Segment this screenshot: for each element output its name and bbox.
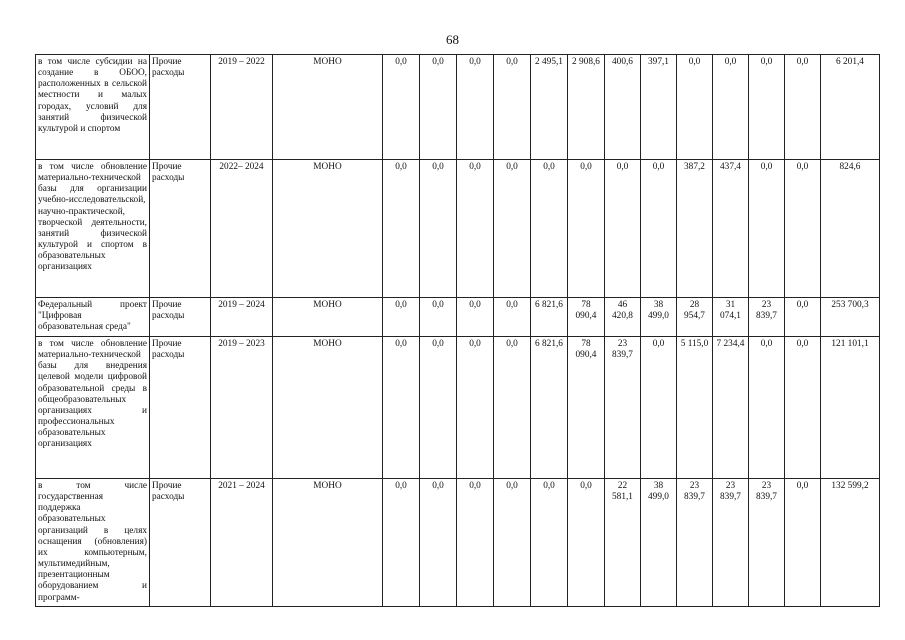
row-value-11: 0,0	[749, 337, 785, 479]
row-value-6: 0,0	[568, 479, 605, 607]
row-value-3: 0,0	[457, 298, 494, 337]
row-total: 824,6	[821, 160, 880, 298]
row-value-9: 23 839,7	[677, 479, 713, 607]
row-description: в том числе субсидии на создание в ОБОО, расположенных в сельской местности и малых городах, условий для занятий физической культурой и спортом	[36, 55, 150, 160]
row-value-10: 437,4	[713, 160, 749, 298]
row-value-12: 0,0	[785, 55, 821, 160]
row-value-3: 0,0	[457, 337, 494, 479]
row-value-11: 0,0	[749, 160, 785, 298]
row-value-9: 0,0	[677, 55, 713, 160]
row-value-6: 0,0	[568, 160, 605, 298]
row-value-5: 2 495,1	[531, 55, 568, 160]
row-value-8: 38 499,0	[641, 479, 677, 607]
row-value-12: 0,0	[785, 160, 821, 298]
row-value-6: 78 090,4	[568, 298, 605, 337]
row-years: 2019 – 2024	[211, 298, 273, 337]
row-years: 2021 – 2024	[211, 479, 273, 607]
row-value-3: 0,0	[457, 479, 494, 607]
row-description: в том числе государственная поддержка образовательных организаций в целях оснащения (обновления) их компьютерным, мультимедийным, презентационным оборудованием и программ-	[36, 479, 150, 607]
row-expense-kind: Прочие расходы	[150, 479, 211, 607]
row-value-10: 7 234,4	[713, 337, 749, 479]
row-expense-kind: Прочие расходы	[150, 337, 211, 479]
row-value-6: 2 908,6	[568, 55, 605, 160]
row-value-1: 0,0	[383, 479, 420, 607]
row-value-1: 0,0	[383, 337, 420, 479]
row-years: 2022– 2024	[211, 160, 273, 298]
table-row	[36, 160, 880, 298]
table-row	[36, 337, 880, 479]
row-value-4: 0,0	[494, 55, 531, 160]
row-executor: МОНО	[273, 479, 383, 607]
row-value-5: 0,0	[531, 160, 568, 298]
row-value-12: 0,0	[785, 479, 821, 607]
row-value-10: 23 839,7	[713, 479, 749, 607]
row-value-4: 0,0	[494, 479, 531, 607]
row-expense-kind: Прочие расходы	[150, 160, 211, 298]
row-value-5: 6 821,6	[531, 298, 568, 337]
row-value-11: 23 839,7	[749, 479, 785, 607]
row-value-10: 31 074,1	[713, 298, 749, 337]
row-value-11: 0,0	[749, 55, 785, 160]
row-value-8: 38 499,0	[641, 298, 677, 337]
row-total: 121 101,1	[821, 337, 880, 479]
row-description: в том числе обновление материально-технической базы для внедрения целевой модели цифровой образовательной среды в общеобразовательных организациях и профессиональных образовательных организациях	[36, 337, 150, 479]
row-value-7: 23 839,7	[605, 337, 641, 479]
row-value-7: 400,6	[605, 55, 641, 160]
row-executor: МОНО	[273, 160, 383, 298]
row-value-10: 0,0	[713, 55, 749, 160]
row-value-4: 0,0	[494, 337, 531, 479]
row-years: 2019 – 2022	[211, 55, 273, 160]
row-description: Федеральный проект "Цифровая образовательная среда"	[36, 298, 150, 337]
table-body	[36, 55, 880, 607]
row-value-3: 0,0	[457, 55, 494, 160]
row-value-9: 28 954,7	[677, 298, 713, 337]
row-value-2: 0,0	[420, 479, 457, 607]
budget-table	[35, 54, 880, 607]
row-value-8: 0,0	[641, 160, 677, 298]
row-value-8: 0,0	[641, 337, 677, 479]
row-value-1: 0,0	[383, 160, 420, 298]
page-number: 68	[446, 32, 459, 47]
row-value-2: 0,0	[420, 298, 457, 337]
row-value-2: 0,0	[420, 160, 457, 298]
row-executor: МОНО	[273, 55, 383, 160]
row-value-7: 46 420,8	[605, 298, 641, 337]
row-years: 2019 – 2023	[211, 337, 273, 479]
table-row	[36, 55, 880, 160]
row-value-3: 0,0	[457, 160, 494, 298]
row-value-9: 5 115,0	[677, 337, 713, 479]
row-expense-kind: Прочие расходы	[150, 55, 211, 160]
row-value-12: 0,0	[785, 337, 821, 479]
row-value-7: 22 581,1	[605, 479, 641, 607]
row-value-11: 23 839,7	[749, 298, 785, 337]
row-value-2: 0,0	[420, 55, 457, 160]
row-value-1: 0,0	[383, 298, 420, 337]
row-value-2: 0,0	[420, 337, 457, 479]
table-row	[36, 479, 880, 607]
row-expense-kind: Прочие расходы	[150, 298, 211, 337]
row-value-1: 0,0	[383, 55, 420, 160]
row-value-8: 397,1	[641, 55, 677, 160]
row-total: 132 599,2	[821, 479, 880, 607]
table-row	[36, 298, 880, 337]
row-total: 6 201,4	[821, 55, 880, 160]
row-value-6: 78 090,4	[568, 337, 605, 479]
row-total: 253 700,3	[821, 298, 880, 337]
row-value-12: 0,0	[785, 298, 821, 337]
row-value-7: 0,0	[605, 160, 641, 298]
row-executor: МОНО	[273, 337, 383, 479]
row-value-5: 0,0	[531, 479, 568, 607]
row-value-4: 0,0	[494, 298, 531, 337]
row-value-9: 387,2	[677, 160, 713, 298]
row-value-4: 0,0	[494, 160, 531, 298]
row-executor: МОНО	[273, 298, 383, 337]
row-value-5: 6 821,6	[531, 337, 568, 479]
row-description: в том числе обновление материально-технической базы для организации учебно-исследовательской, научно-практической, творческой деятельности, занятий физической культурой и спортом в образовательных организациях	[36, 160, 150, 298]
